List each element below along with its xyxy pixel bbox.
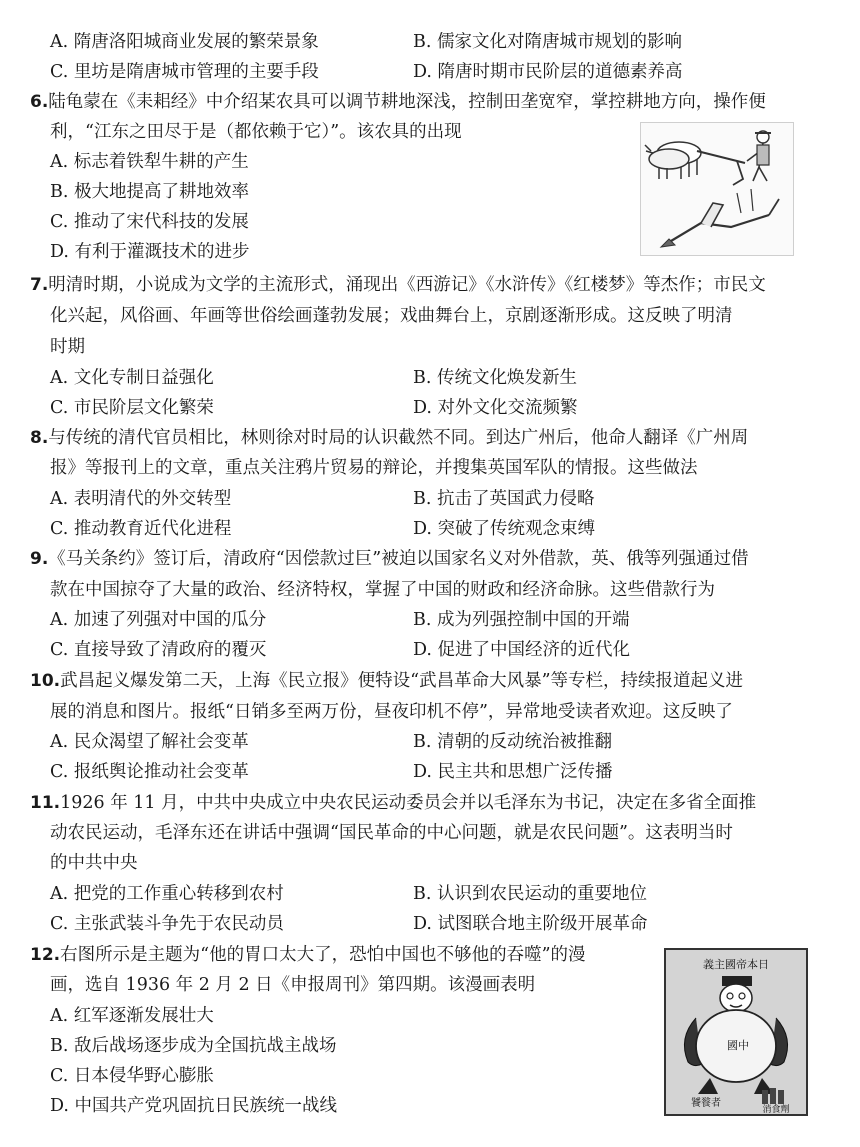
question-10-option-b: B. 清朝的反动统治被推翻 [413,732,612,752]
question-11-line-3: 的中共中央 [50,853,138,873]
question-10-option-c: C. 报纸舆论推动社会变革 [50,762,249,782]
prev-option-d: D. 隋唐时期市民阶层的道德素养高 [413,62,683,82]
question-11-option-c: C. 主张武装斗争先于农民动员 [50,914,284,934]
question-8-option-b: B. 抗击了英国武力侵略 [413,489,595,509]
question-11-option-a: A. 把党的工作重心转移到农村 [50,884,284,904]
question-6-option-c: C. 推动了宋代科技的发展 [50,212,249,232]
question-6-option-a: A. 标志着铁犁牛耕的产生 [50,152,249,172]
question-7-line-2: 化兴起，风俗画、年画等世俗绘画蓬勃发展；戏曲舞台上，京剧逐渐形成。这反映了明清 [50,306,733,326]
question-9-line-2: 款在中国掠夺了大量的政治、经济特权，掌握了中国的财政和经济命脉。这些借款行为 [50,580,715,600]
question-12-line-2: 画，选自 1936 年 2 月 2 日《申报周刊》第四期。该漫画表明 [50,975,536,995]
prev-option-a: A. 隋唐洛阳城商业发展的繁荣景象 [50,32,319,52]
question-9-option-a: A. 加速了列强对中国的瓜分 [50,610,267,630]
question-6-option-d: D. 有利于灌溉技术的进步 [50,242,250,262]
question-stem: 陆龟蒙在《耒耜经》中介绍某农具可以调节耕地深浅，控制田垄宽窄，掌控耕地方向，操作便 [48,92,766,112]
question-stem: 武昌起义爆发第二天，上海《民立报》便特设“武昌革命大风暴”等专栏，持续报道起义进 [60,671,744,691]
question-8-line-1 [30,424,748,452]
question-6-line-1 [30,88,766,116]
question-7-option-d: D. 对外文化交流频繁 [413,398,578,418]
question-7-option-c: C. 市民阶层文化繁荣 [50,398,214,418]
cartoon-bottom-left-text: 饕餮者 [691,1098,721,1109]
question-9-option-b: B. 成为列强控制中国的开端 [413,610,630,630]
question-7-line-1 [30,271,766,299]
question-stem: 《马关条约》签订后，清政府“因偿款过巨”被迫以国家名义对外借款，英、俄等列强通过借 [48,549,749,569]
question-11-line-1 [30,789,756,817]
question-11-option-b: B. 认识到农民运动的重要地位 [413,884,647,904]
question-number: 6. [30,92,49,112]
question-11-line-2: 动农民运动，毛泽东还在讲话中强调“国民革命的中心问题，就是农民问题”。这表明当时 [50,823,733,843]
prev-option-b: B. 儒家文化对隋唐城市规划的影响 [413,32,682,52]
question-8-option-c: C. 推动教育近代化进程 [50,519,232,539]
question-stem: 与传统的清代官员相比，林则徐对时局的认识截然不同。到达广州后，他命人翻译《广州周 [48,428,749,448]
question-6-option-b: B. 极大地提高了耕地效率 [50,182,249,202]
cartoon-image [664,948,808,1116]
question-10-line-2: 展的消息和图片。报纸“日销多至两万份，昼夜印机不停”，异常地受读者欢迎。这反映了 [50,702,733,722]
question-8-line-2: 报》等报刊上的文章，重点关注鸦片贸易的辩论，并搜集英国军队的情报。这些做法 [50,458,698,478]
question-12-option-b: B. 敌后战场逐步成为全国抗战主战场 [50,1036,337,1056]
prev-option-c: C. 里坊是隋唐城市管理的主要手段 [50,62,319,82]
question-9-option-d: D. 促进了中国经济的近代化 [413,640,631,660]
question-10-option-d: D. 民主共和思想广泛传播 [413,762,613,782]
question-7-option-b: B. 传统文化焕发新生 [413,368,577,388]
cartoon-belly-text: 國中 [727,1039,749,1052]
question-9-option-c: C. 直接导致了清政府的覆灭 [50,640,267,660]
plough-drawing [641,123,793,255]
question-number: 8. [30,428,49,448]
question-number: 7. [30,275,49,295]
question-12-option-c: C. 日本侵华野心膨胀 [50,1066,214,1086]
cartoon-bottom-right-text: 消食劑 [762,1105,790,1114]
question-number: 9. [30,549,49,569]
question-number: 10. [30,671,61,691]
question-7-line-3: 时期 [50,337,85,357]
question-10-line-1 [30,667,743,695]
cartoon-drawing [666,950,806,1114]
question-12-option-a: A. 红军逐渐发展壮大 [50,1006,214,1026]
question-stem: 右图所示是主题为“他的胃口太大了，恐怕中国也不够他的吞噬”的漫 [60,945,586,965]
question-8-option-a: A. 表明清代的外交转型 [50,489,232,509]
question-stem: 1926 年 11 月，中共中央成立中央农民运动委员会并以毛泽东为书记，决定在多省全面推 [60,793,757,813]
question-8-option-d: D. 突破了传统观念束缚 [413,519,596,539]
question-7-option-a: A. 文化专制日益强化 [50,368,214,388]
question-stem: 明清时期，小说成为文学的主流形式，涌现出《西游记》《水浒传》《红楼梦》等杰作；市民文 [48,275,766,295]
plough-figure [640,122,794,256]
question-number: 11. [30,793,61,813]
cartoon-header-text: 義主國帝本日 [703,958,769,971]
question-number: 12. [30,945,61,965]
question-10-option-a: A. 民众渴望了解社会变革 [50,732,249,752]
question-12-line-1 [30,941,586,969]
question-9-line-1 [30,545,749,573]
question-11-option-d: D. 试图联合地主阶级开展革命 [413,914,648,934]
question-6-line-2: 利，“江东之田尽于是（都依赖于它）”。该农具的出现 [50,122,462,142]
question-12-option-d: D. 中国共产党巩固抗日民族统一战线 [50,1096,338,1116]
